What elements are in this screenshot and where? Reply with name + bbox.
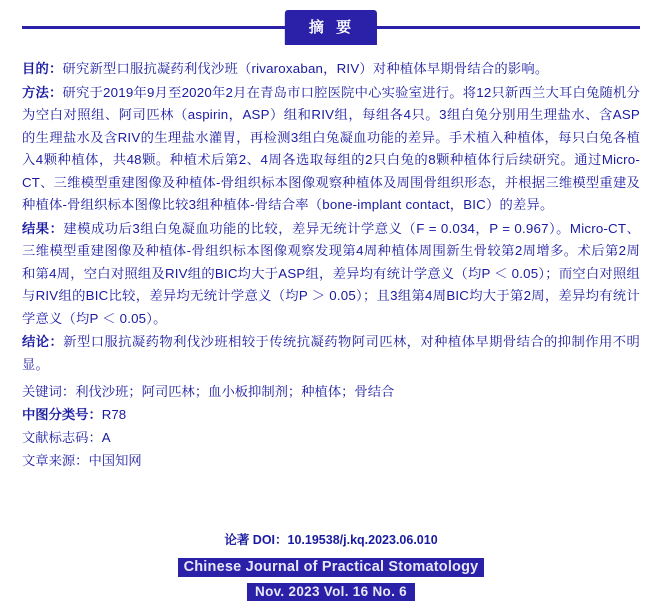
source-value: 中国知网 xyxy=(88,453,142,468)
abstract-banner xyxy=(22,0,640,52)
issue-info: Nov. 2023 Vol. 16 No. 6 xyxy=(247,583,415,601)
keywords-text: 利伐沙班；阿司匹林；血小板抑制剂；种植体；骨结合 xyxy=(75,384,395,399)
clc-line xyxy=(22,403,640,426)
doi-text: 论著 DOI：10.19538/j.kq.2023.06.010 xyxy=(224,533,438,547)
section-methods xyxy=(22,82,640,217)
section-conclusion-text: 新型口服抗凝药物利伐沙班相较于传统抗凝药物阿司匹林，对种植体早期骨结合的抑制作用不明显。 xyxy=(22,334,640,372)
section-objective-text: 研究新型口服抗凝药利伐沙班（rivaroxaban，RIV）对种植体早期骨结合的影响。 xyxy=(62,61,549,76)
keywords-label: 关键词： xyxy=(22,384,76,399)
doc-code-value: A xyxy=(101,430,111,445)
section-methods-label: 方法： xyxy=(22,84,63,100)
section-results xyxy=(22,218,640,331)
source-label: 文章来源： xyxy=(22,453,89,468)
page-footer xyxy=(0,530,662,601)
section-objective-label: 目的： xyxy=(22,61,63,76)
clc-value: R78 xyxy=(101,407,127,422)
section-results-text: 建模成功后3组白兔凝血功能的比较，差异无统计学意义（F = 0.034，P = 0.967）。Micro-CT、三维模型重建图像及种植体-骨组织标本图像观察发现第4周种植体周围新生骨较第2周增多。术后第2周和第4周，空白对照组及RIV组的BIC均大于ASP组，差异均有统计学意义（均P ＜ 0.05）；而空白对照组与RIV组的BIC比较，差异均无统计学意义（均P ＞ 0.05）；且3组第4周BIC均大于第2周，差异均有统计学意义（均P ＜ 0.05）。 xyxy=(22,220,640,326)
abstract-title: 摘 要 xyxy=(285,10,377,44)
section-methods-text: 研究于2019年9月至2020年2月在青岛市口腔医院中心实验室进行。将12只新西兰大耳白兔随机分为空白对照组、阿司匹林（aspirin，ASP）组和RIV组，每组各4只。3组白兔分别用生理盐水、含ASP的生理盐水及含RIV的生理盐水灌胃，再检测3组白兔凝血功能的差异。手术植入种植体，每只白兔各植入4颗种植体，共48颗。种植术后第2、4周各选取每组的2只白兔的8颗种植体行后续研究。通过Micro-CT、三维模型重建图像及种植体-骨组织标本图像观察种植体及周围骨组织形态，并根据三维模型重建及种植体-骨组织标本图像比较3组种植体-骨结合率（bone-implant contact，BIC）的差异。 xyxy=(22,84,640,212)
doc-code-label: 文献标志码： xyxy=(22,430,102,445)
keywords-line xyxy=(22,380,640,403)
source-line xyxy=(22,449,640,472)
journal-name: Chinese Journal of Practical Stomatology xyxy=(178,558,485,577)
clc-label: 中图分类号： xyxy=(22,407,102,422)
doc-code-line xyxy=(22,426,640,449)
abstract-body xyxy=(22,58,640,472)
section-conclusion-label: 结论： xyxy=(22,334,64,349)
issue-wrap xyxy=(0,577,662,601)
journal-name-wrap xyxy=(0,558,662,577)
section-results-label: 结果： xyxy=(22,220,64,236)
section-conclusion xyxy=(22,331,640,376)
section-objective xyxy=(22,58,640,81)
